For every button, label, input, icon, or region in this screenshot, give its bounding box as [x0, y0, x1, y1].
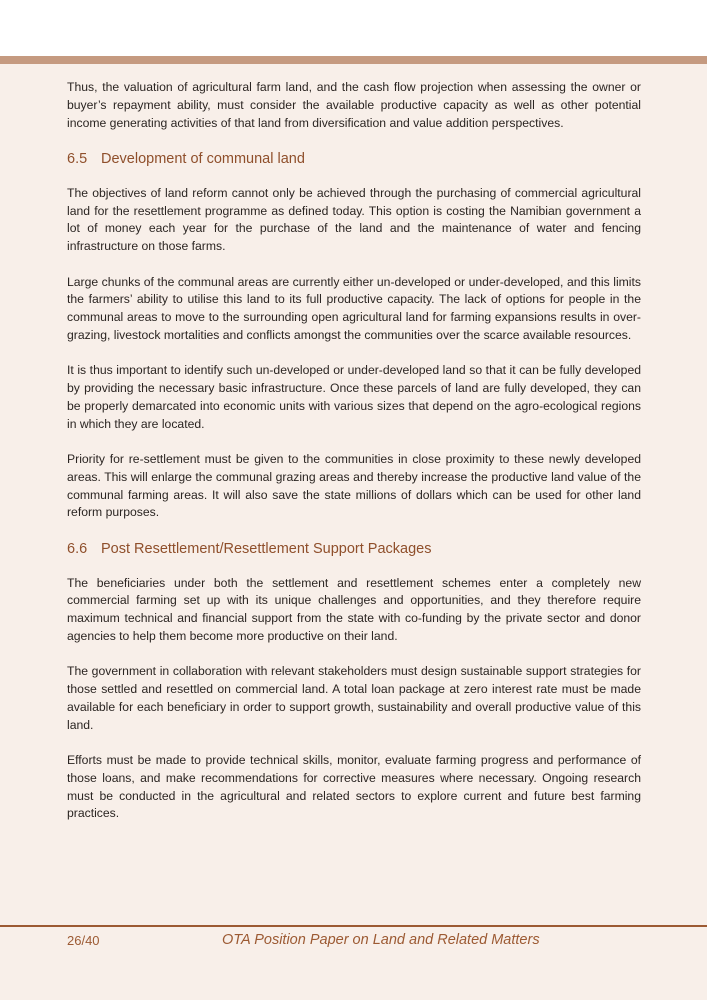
header-rule — [0, 56, 707, 64]
section-number: 6.6 — [67, 540, 88, 557]
paragraph: Efforts must be made to provide technical skills, monitor, evaluate farming progress and performance of those loans, and make recommendations for corrective measures where necessary. Ongoing research must be conducted in the agricultural and related sectors to explore current and future best farming practices. — [67, 753, 641, 821]
paragraph: Large chunks of the communal areas are currently either un-developed or under-developed, and this limits the farmers’ ability to utilise this land to its full productive capacity. The lack of options for people in the communal areas to move to the surrounding open agricultural land for farming expansions results in over-grazing, livestock mortalities and conflicts amongst the communities over the scarce available resources. — [67, 274, 641, 342]
paragraph: Priority for re-settlement must be given to the communities in close proximity to these newly developed areas. This will enlarge the communal grazing areas and thereby increase the productive land value of the communal farming areas. It will also save the state millions of dollars which can be used for other land reform purposes. — [67, 451, 641, 520]
section-title: Post Resettlement/Resettlement Support Packages — [101, 540, 432, 557]
page-number: 26/40 — [67, 933, 100, 948]
paragraph: It is thus important to identify such un-developed or under-developed land so that it can be fully developed by providing the necessary basic infrastructure. Once these parcels of land are fully developed, they can be properly demarcated into economic units with various sizes that depend on the agro-ecological regions in which they are located. — [67, 363, 641, 431]
intro-paragraph: Thus, the valuation of agricultural farm land, and the cash flow projection when assessing the owner or buyer’s repayment ability, must consider the available productive capacity as well as other potential income generating activities of that land from diversification and value addition perspectives. — [67, 80, 641, 130]
page-content — [67, 79, 641, 841]
paragraph: The beneficiaries under both the settlement and resettlement schemes enter a completely new commercial farming set up with its unique challenges and opportunities, and they therefore require maximum technical and financial support from the state with co-funding by the private sector and donor agencies to help them become more productive on their land. — [67, 575, 641, 644]
header-band — [0, 0, 707, 56]
footer-rule — [0, 925, 707, 927]
section-title: Development of communal land — [101, 150, 305, 167]
footer-title: OTA Position Paper on Land and Related Matters — [222, 932, 540, 948]
paragraph: The government in collaboration with relevant stakeholders must design sustainable support strategies for those settled and resettled on commercial land. A total loan package at zero interest rate must be made available for each beneficiary in order to support growth, sustainability and overall productive value of this land. — [67, 664, 641, 732]
section-heading-6-5 — [67, 150, 641, 168]
paragraph: The objectives of land reform cannot only be achieved through the purchasing of commercial agricultural land for the resettlement programme as defined today. This option is costing the Namibian government a lot of money each year for the purchase of the land and the maintenance of water and fencing infrastructure on those farms. — [67, 185, 641, 254]
section-number: 6.5 — [67, 150, 88, 167]
section-heading-6-6 — [67, 540, 641, 558]
